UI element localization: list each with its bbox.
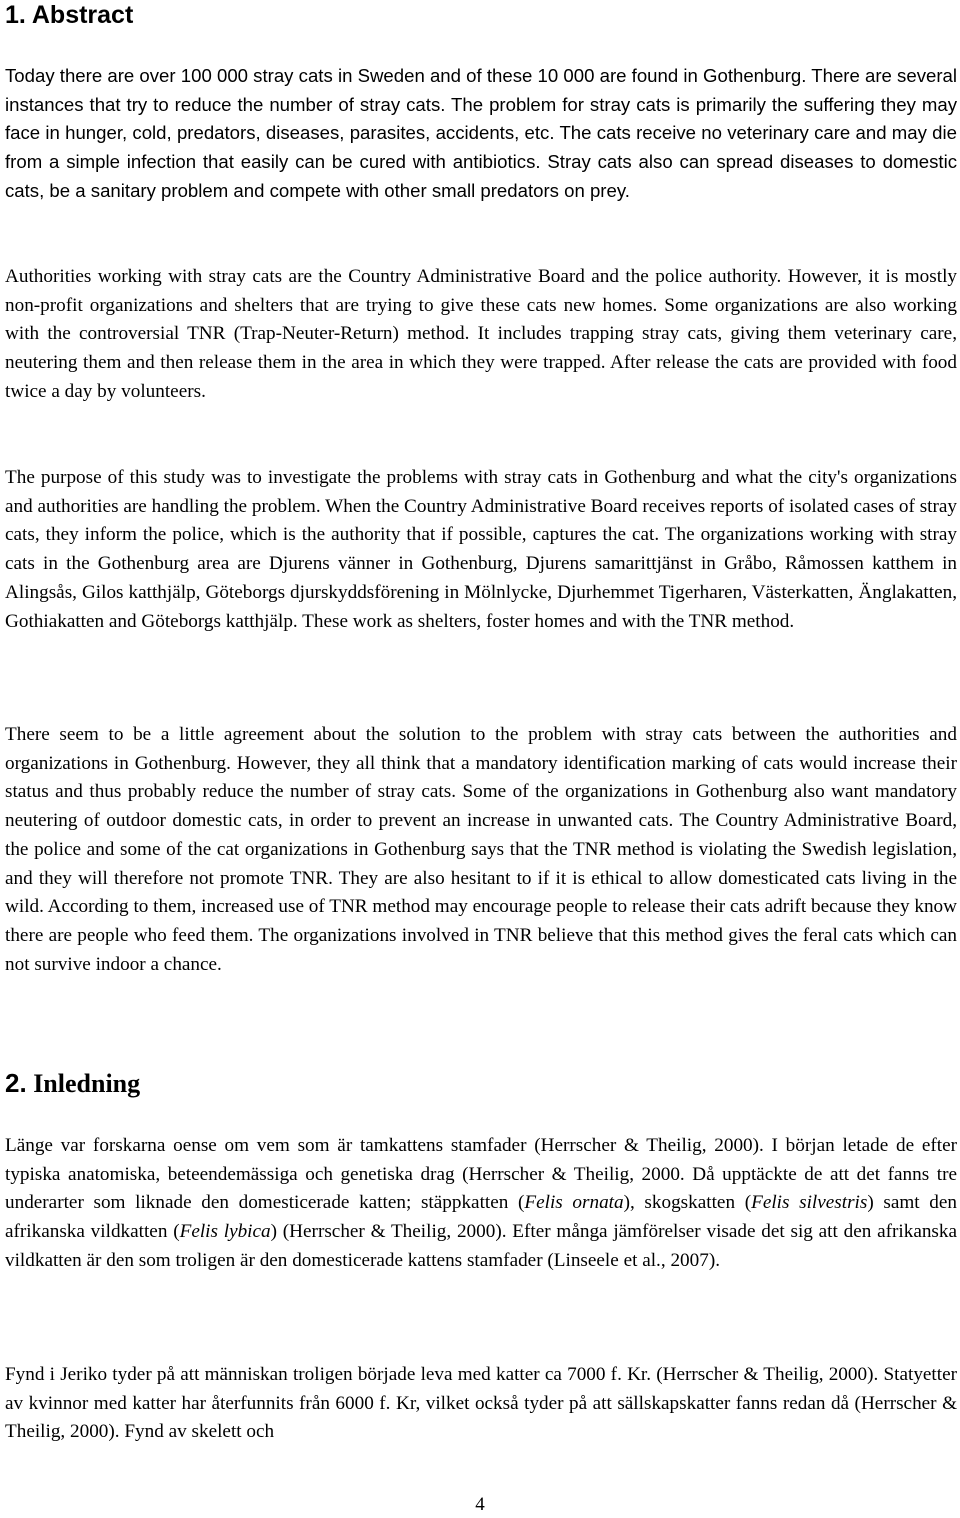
text-run: ) samt den afrikanska vildkatten ( [5, 1192, 957, 1243]
section-heading-abstract: 1. Abstract [5, 1, 134, 29]
section-number: 2. [5, 1068, 27, 1098]
abstract-paragraph-3: The purpose of this study was to investigate the problems with stray cats in Gothenburg and what the city's organizations and authorities are handling the problem. When the Country Administrative Board receives reports of isolated cases of stray cats, they inform the police, which is the authority that if possible, captures the cat. The organizations working with stray cats in the Gothenburg area are Djurens vänner in Gothenburg, Djurens samarittjänst in Gråbo, Råmossen katthem in Alingsås, Gilos katthjälp, Göteborgs djurskyddsförening in Mölnlycke, Djurhemmet Tigerharen, Västerkatten, Änglakatten, Gothiakatten and Göteborgs katthjälp. These work as shelters, foster homes and with the TNR method. [5, 467, 957, 632]
species-name: Felis silvestris [751, 1192, 868, 1214]
species-name: Felis lybica [179, 1221, 271, 1243]
abstract-paragraph-4: There seem to be a little agreement about the solution to the problem with stray cats between the authorities and organizations in Gothenburg. However, they all think that a mandatory identification marking of cats would increase their status and thus probably reduce the number of stray cats. Some of the organizations in Gothenburg also want mandatory neutering of outdoor domestic cats, in order to prevent an increase in unwanted cats. The Country Administrative Board, the police and some of the cat organizations in Gothenburg says that the TNR method is violating the Swedish legislation, and they will therefore not promote TNR. They are also hesitant to if it is ethical to allow domesticated cats living in the wild. According to them, increased use of TNR method may encourage people to release their cats adrift because they know there are people who feed them. The organizations involved in TNR believe that this method gives the feral cats which can not survive indoor a chance. [5, 724, 957, 975]
text-run: ), skogskatten ( [623, 1192, 752, 1214]
species-name: Felis ornata [524, 1192, 624, 1214]
abstract-paragraph-2: Authorities working with stray cats are the Country Administrative Board and the police authority. However, it is mostly non-profit organizations and shelters that are trying to give these cats new homes. Some organizations are also working with the controversial TNR (Trap-Neuter-Return) method. It includes trapping stray cats, giving them veterinary care, neutering them and then release them in the area in which they were trapped. After release the cats are provided with food twice a day by volunteers. [5, 266, 957, 402]
abstract-paragraph-1: Today there are over 100 000 stray cats in Sweden and of these 10 000 are found in Gothenburg. There are several instances that try to reduce the number of stray cats. The problem for stray cats is primarily the suffering they may face in hunger, cold, predators, diseases, parasites, accidents, etc. The cats receive no veterinary care and may die from a simple infection that easily can be cured with antibiotics. Stray cats also can spread diseases to domestic cats, be a sanitary problem and compete with other small predators on prey. [5, 65, 957, 201]
page-number: 4 [475, 1494, 485, 1515]
section-heading-inledning [5, 1068, 140, 1099]
section-title: Inledning [26, 1069, 141, 1098]
inledning-paragraph-2: Fynd i Jeriko tyder på att människan troligen började leva med katter ca 7000 f. Kr. (Herrscher & Theilig, 2000). Statyetter av kvinnor med katter har återfunnits från 6000 f. Kr, vilket också tyder på att sällskapskatter fanns redan då (Herrscher & Theilig, 2000). Fynd av skelett och [5, 1364, 957, 1443]
text-run: ) (Herrscher & Theilig, 2000). Efter många jämförelser visade det sig att den afrikanska vildkatten är den som troligen är den domesticerade kattens stamfader (Linseele et al., 2007). [5, 1221, 958, 1271]
text-run: Länge var forskarna oense om vem som är tamkattens stamfader (Herrscher & Theilig, 2000). I början letade de efter typiska anatomiska, beteendemässiga och genetiska drag (Herrscher & Theilig, 2000. Då upptäckte de att det fanns tre underarter som liknade den domesticerade katten; stäppkatten ( [5, 1135, 957, 1214]
inledning-paragraph-1 [5, 1132, 957, 1276]
